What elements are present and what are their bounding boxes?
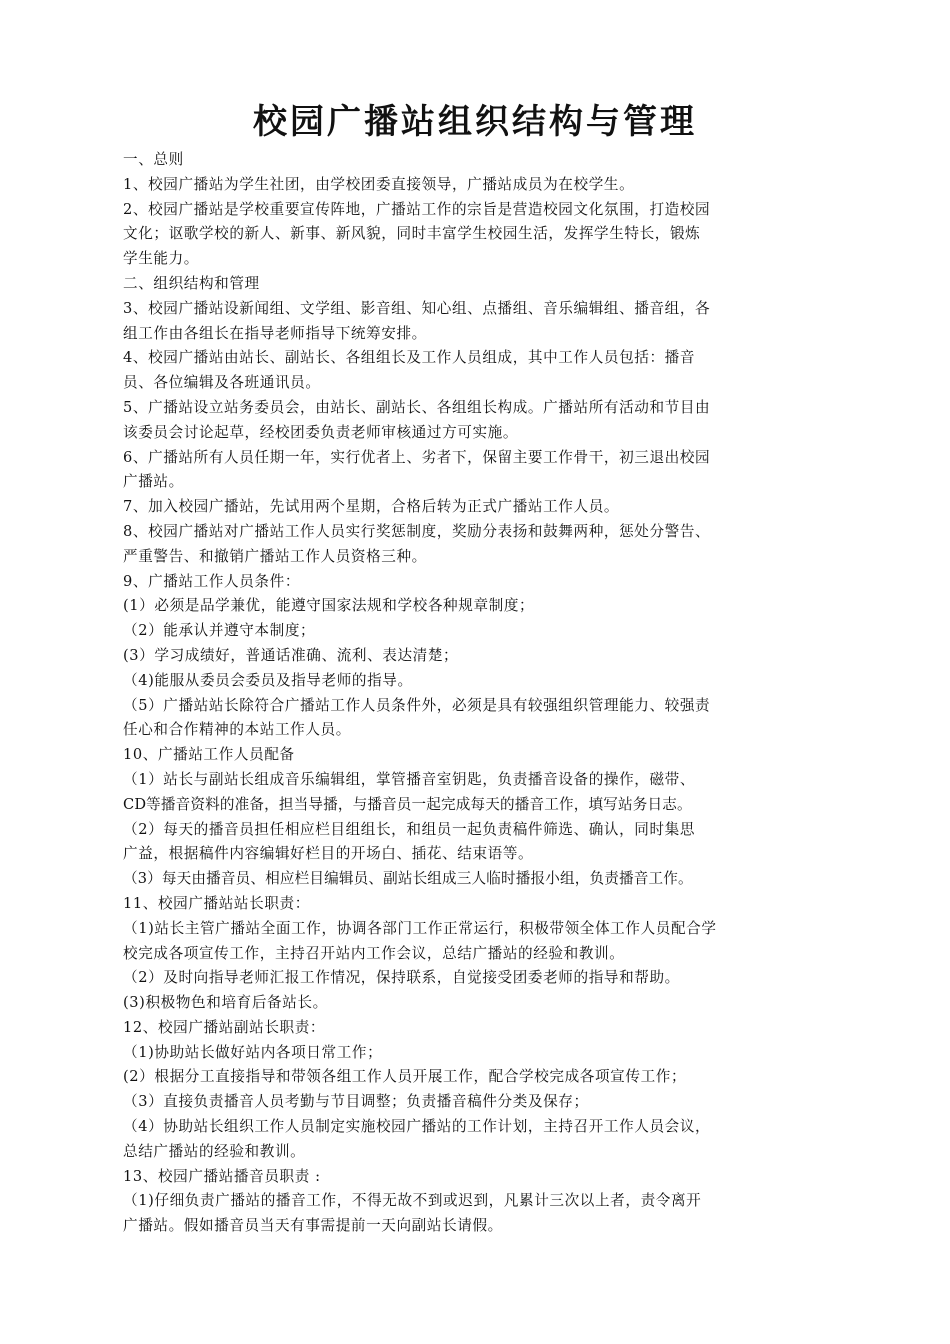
paragraph-line: 7、加入校园广播站，先试用两个星期，合格后转为正式广播站工作人员。 [123,498,620,516]
paragraph-line: 9、广播站工作人员条件： [123,572,301,590]
list-item-line: （1)协助站长做好站内各项日常工作； [123,1043,383,1061]
section-heading-organization: 二、组织结构和管理 [123,274,260,292]
list-item-line: (3）学习成绩好，普通话准确、流利、表达清楚； [123,646,459,664]
paragraph-line: 12、校园广播站副站长职责： [123,1018,326,1036]
list-item-line: 广益，根据稿件内容编辑好栏目的开场白、插花、结束语等。 [123,845,534,863]
list-item-line: 广播站。假如播音员当天有事需提前一天向副站长请假。 [123,1217,503,1235]
paragraph-line: 13、校园广播站播音员职责 : [123,1167,321,1185]
paragraph-line: 10、广播站工作人员配备 [123,746,295,764]
list-item-line: （1）站长与副站长组成音乐编辑组，掌管播音室钥匙，负责播音设备的操作，磁带、 [123,770,696,788]
list-item-line: （4）协助站长组织工作人员制定实施校园广播站的工作计划，主持召开工作人员会议， [123,1118,711,1136]
list-item-line: （2）能承认并遵守本制度； [123,622,316,640]
paragraph-line: 严重警告、和撤销广播站工作人员资格三种。 [123,547,427,565]
document-body [123,148,835,1239]
list-item-line: (1）必须是品学兼优，能遵守国家法规和学校各种规章制度； [123,597,535,615]
list-item-line: (2）根据分工直接指导和带领各组工作人员开展工作，配合学校完成各项宣传工作； [123,1068,687,1086]
paragraph-line: 学生能力。 [123,250,199,268]
paragraph-line: 8、校园广播站对广播站工作人员实行奖惩制度，奖励分表扬和鼓舞两种，惩处分警告、 [123,522,711,540]
paragraph-line: 4、校园广播站由站长、副站长、各组组长及工作人员组成，其中工作人员包括：播音 [123,349,696,367]
paragraph-line: 2、校园广播站是学校重要宣传阵地，广播站工作的宗旨是营造校园文化氛围，打造校园 [123,200,711,218]
list-item-line: （1)站长主管广播站全面工作，协调各部门工作正常运行，积极带领全体工作人员配合学 [123,919,717,937]
paragraph-line: 5、广播站设立站务委员会，由站长、副站长、各组组长构成。广播站所有活动和节目由 [123,398,711,416]
document-title: 校园广播站组织结构与管理 [253,102,697,142]
section-heading-general: 一、总则 [123,151,184,168]
paragraph-line: 1、校园广播站为学生社团，由学校团委直接领导，广播站成员为在校学生。 [123,175,635,193]
list-item-line: （2）每天的播音员担任相应栏目组组长，和组员一起负责稿件筛选、确认，同时集思 [123,820,696,838]
list-item-line: 任心和合作精神的本站工作人员。 [123,721,351,739]
paragraph-line: 广播站。 [123,473,184,491]
paragraph-line: 组工作由各组长在指导老师指导下统筹安排。 [123,324,427,342]
list-item-line: （4)能服从委员会委员及指导老师的指导。 [123,671,413,689]
list-item-line: （5）广播站站长除符合广播站工作人员条件外，必须是具有较强组织管理能力、较强责 [123,696,711,714]
list-item-line: (3)积极物色和培育后备站长。 [123,994,328,1012]
list-item-line: 校完成各项宣传工作，主持召开站内工作会议，总结广播站的经验和教训。 [123,944,625,962]
paragraph-line: 该委员会讨论起草，经校团委负责老师审核通过方可实施。 [123,423,519,441]
list-item-line: （3）直接负责播音人员考勤与节目调整；负责播音稿件分类及保存； [123,1093,589,1111]
paragraph-line: 3、校园广播站设新闻组、文学组、影音组、知心组、点播组、音乐编辑组、播音组，各 [123,299,711,317]
paragraph-line: 11、校园广播站站长职责： [123,894,310,912]
list-item-line: （3）每天由播音员、相应栏目编辑员、副站长组成三人临时播报小组，负责播音工作。 [123,870,693,888]
paragraph-line: 文化；讴歌学校的新人、新事、新风貌，同时丰富学生校园生活，发挥学生特长，锻炼 [123,225,701,243]
list-item-line: 总结广播站的经验和教训。 [123,1142,306,1160]
list-item-line: （1)仔细负责广播站的播音工作，不得无故不到或迟到，凡累计三次以上者，责令离开 [123,1192,702,1210]
list-item-line: CD等播音资料的准备，担当导播，与播音员一起完成每天的播音工作，填写站务日志。 [123,795,692,813]
paragraph-line: 员、各位编辑及各班通讯员。 [123,374,321,392]
list-item-line: （2）及时向指导老师汇报工作情况，保持联系，自觉接受团委老师的指导和帮助。 [123,969,680,987]
paragraph-line: 6、广播站所有人员任期一年，实行优者上、劣者下，保留主要工作骨干，初三退出校园 [123,448,711,466]
